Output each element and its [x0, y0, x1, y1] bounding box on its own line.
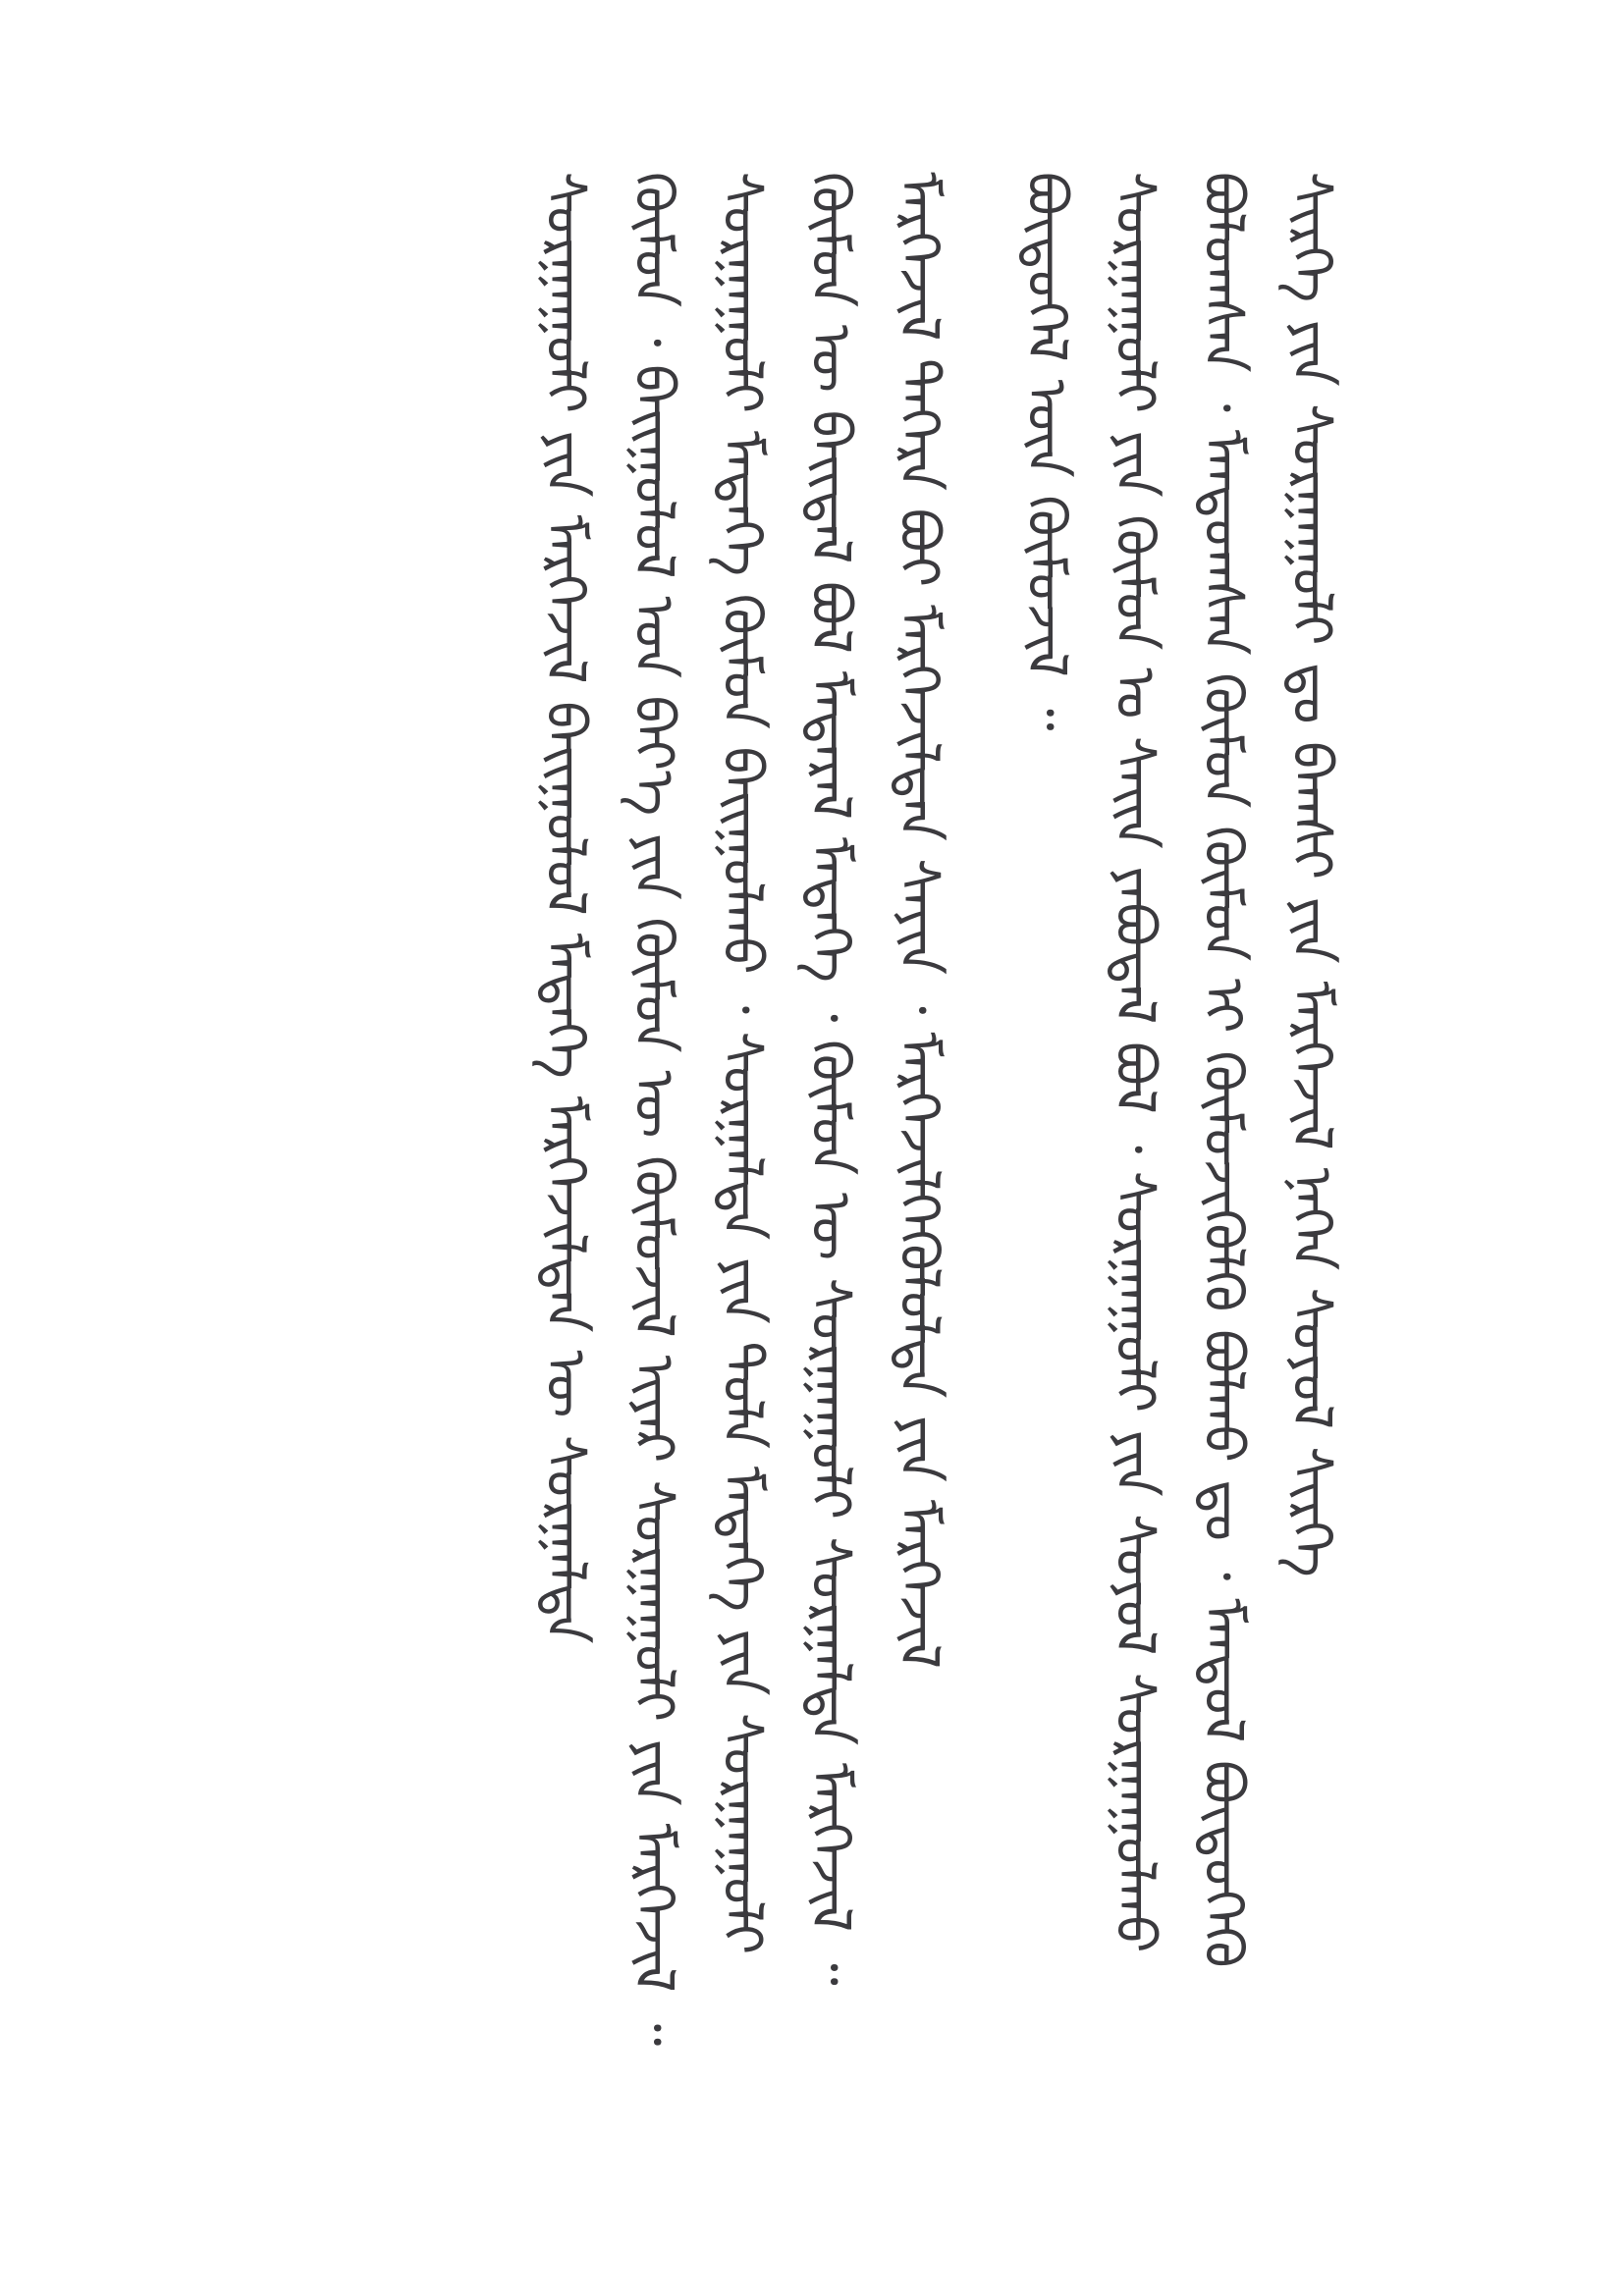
text-line-2: ᠪᠣᠯᠤᠭᠰᠠᠨ ᠂ ᠮᠠᠨᠳᠤᠭᠰᠠᠨ ᠬᠦᠮᠦᠨ ᠬᠦᠮᠦᠨ ᠢ ᠬᠦᠮᠦᠵᠢᠭᠦᠯᠬᠦ ᠪᠣᠯᠬᠤ ᠳᠤ ᠂ ᠮᠠᠨᠳᠤᠯ ᠪᠦᠲᠦᠭᠡᠬᠦ [1191, 172, 1255, 1968]
vertical-text-block [373, 172, 1355, 2155]
text-line-5: ᠮᠡᠷᠭᠡᠵᠢᠯ ᠳᠡᠭᠡᠷᠡ ᠪᠤᠢ ᠮᠡᠷᠭᠡᠵᠢᠯᠲᠡᠨ ᠰᠠᠶᠢᠨ ᠂ ᠮᠡᠷᠭᠡᠵᠢᠯᠬᠡᠭᠦᠯᠦᠯᠲᠡ ᠶᠢᠨ ᠮᠡᠷᠭᠡᠵᠢᠯ [887, 172, 950, 1669]
text-line-7: ᠰᠤᠷᠭᠠᠭᠤᠯᠢ ᠮᠡᠳᠡᠭᠡ ᠬᠦᠮᠦᠨ ᠪᠠᠢᠭᠤᠯᠬᠤ ᠂ ᠰᠤᠷᠭᠠᠯᠲᠠ ᠶᠢᠨ ᠲᠤᠯᠠ ᠮᠡᠳᠡᠭᠡ ᠶᠢᠨ ᠰᠤᠷᠭᠠᠭᠤᠯᠢ [710, 172, 774, 1955]
text-line [1001, 172, 1090, 2155]
text-line-4: ᠪᠦᠲᠦᠭᠡᠯ ᠦᠨ ᠬᠦᠮᠦᠵᠢᠯ ᠃ [1014, 172, 1078, 731]
text-line-1: ᠰᠢᠷᠭᠡ ᠶᠢᠨ ᠰᠤᠷᠭᠠᠭᠤᠯᠢ ᠳᠤ ᠪᠠᠭᠰᠢ ᠶᠢᠨ ᠮᠡᠷᠭᠡᠵᠢᠯ ᠨᠡᠬᠡᠨ ᠰᠣᠶᠤᠯ ᠰᠢᠷᠭᠡ [1279, 172, 1343, 1577]
text-line-3: ᠰᠤᠷᠭᠠᠭᠤᠯᠢ ᠶᠢᠨ ᠬᠦᠮᠦᠨ ᠤ ᠰᠠᠢᠨ ᠶᠠᠪᠤᠳᠠᠯ ᠪᠣᠯ ᠂ ᠰᠤᠷᠭᠠᠭᠤᠯᠢ ᠶᠢᠨ ᠰᠣᠶᠤᠯ ᠰᠤᠷᠭᠠᠭᠤᠯᠬᠤ [1103, 172, 1166, 1953]
text-line [697, 172, 785, 2155]
text-line [520, 172, 609, 2155]
text-line [1178, 172, 1267, 2155]
text-line-8: ᠬᠦᠮᠦᠨ ᠂ ᠪᠠᠢᠭᠤᠯᠤᠯ ᠤᠨ ᠪᠡᠶ᠎ᠡ ᠶᠢᠨ ᠬᠦᠮᠦᠨ ᠦ ᠬᠦᠮᠦᠵᠢᠯ ᠢᠶᠡᠷ ᠰᠤᠷᠭᠠᠭᠤᠯᠢ ᠶᠢᠨ ᠮᠡᠷᠭᠡᠵᠢᠯ ᠃ [622, 172, 685, 2047]
text-line [874, 172, 962, 2155]
text-line [609, 172, 697, 2155]
text-line-9: ᠰᠤᠷᠭᠠᠭᠤᠯᠢ ᠶᠢᠨ ᠮᠡᠷᠭᠡᠵᠢᠯ ᠪᠠᠢᠭᠤᠯᠤᠯ ᠮᠡᠳᠡᠭᠡ ᠮᠡᠷᠭᠡᠵᠢᠯᠲᠡᠨ ᠦ ᠰᠤᠷᠭᠠᠯᠲᠠ [533, 172, 597, 1644]
text-line-6: ᠬᠦᠮᠦᠨ ᠦ ᠪᠠᠢᠳᠠᠯ ᠪᠣᠯ ᠮᠡᠳᠡᠷᠡᠯ ᠮᠡᠳᠡᠭᠡ ᠂ ᠬᠦᠮᠦᠨ ᠦ ᠰᠤᠷᠭᠠᠭᠤᠯᠢ ᠰᠤᠷᠭᠠᠯᠲᠠ ᠮᠡᠷᠭᠡᠵᠢᠯ ᠃ [798, 172, 862, 1986]
text-line [1090, 172, 1178, 2155]
text-line [785, 172, 874, 2155]
text-line [1267, 172, 1355, 2155]
